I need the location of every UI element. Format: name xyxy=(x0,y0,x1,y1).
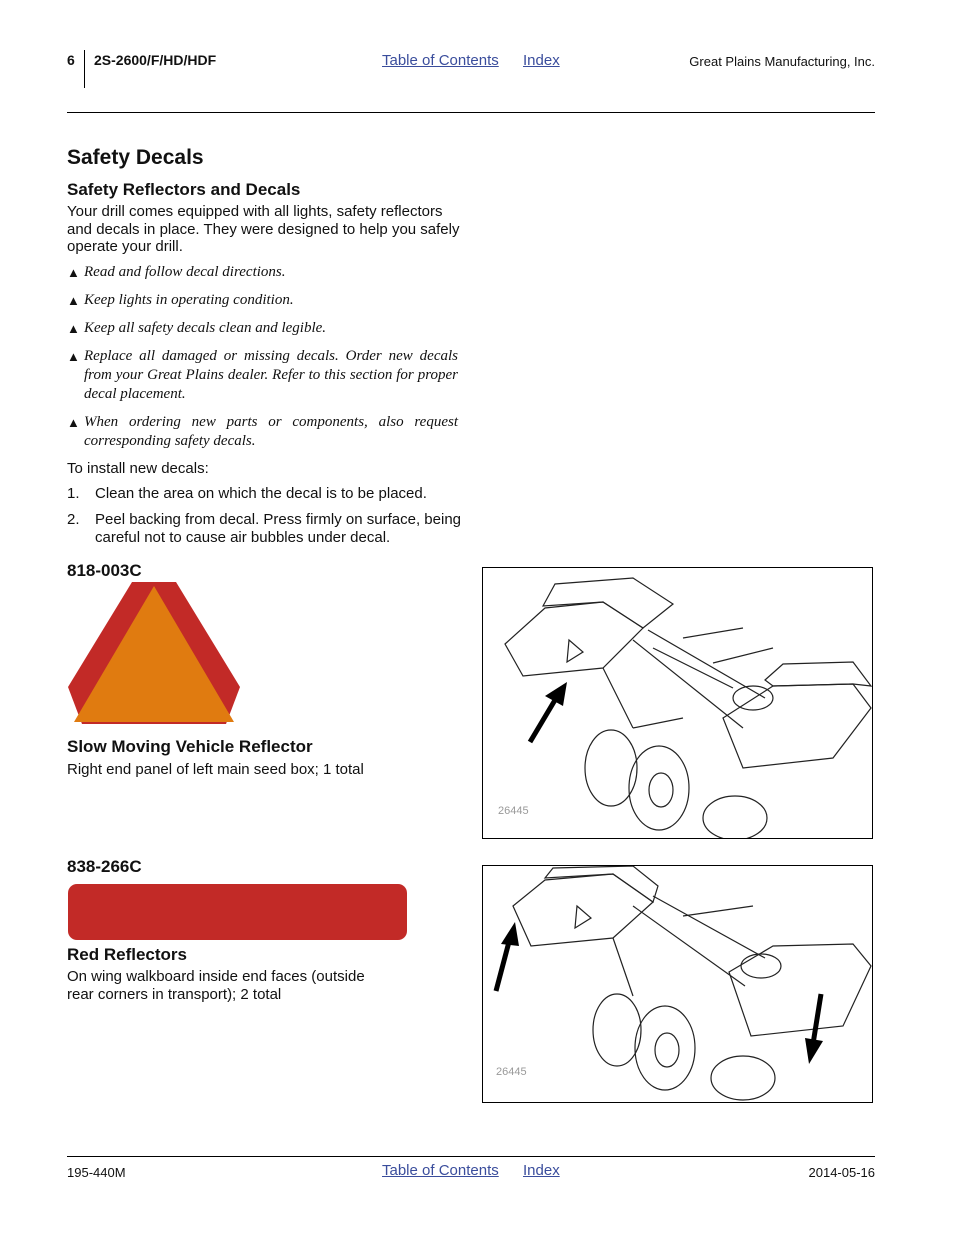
warning-triangle-icon: ▲ xyxy=(67,415,80,430)
decal-name: Red Reflectors xyxy=(67,945,187,964)
drill-illustration xyxy=(483,866,872,1102)
decal-description: On wing walkboard inside end faces (outside rear corners in transport); 2 total xyxy=(67,968,365,1003)
model-title: 2S-2600/F/HD/HDF xyxy=(94,52,217,68)
decal-part-number: 818-003C xyxy=(67,561,142,580)
figure-number: 26445 xyxy=(496,1066,527,1078)
header-rule xyxy=(67,112,875,113)
drill-illustration xyxy=(483,568,872,838)
warning-triangle-icon: ▲ xyxy=(67,293,80,308)
warning-triangle-icon: ▲ xyxy=(67,349,80,364)
figure-number: 26445 xyxy=(498,805,529,817)
toc-link-header[interactable]: Table of Contents xyxy=(382,52,499,69)
decal-part-number: 838-266C xyxy=(67,857,142,876)
bullet-item: ▲ When ordering new parts or components, also request corresponding safety decals. xyxy=(67,414,458,449)
decal-description: Right end panel of left main seed box; 1 total xyxy=(67,761,364,778)
index-link-header[interactable]: Index xyxy=(523,52,560,69)
red-reflector-swatch xyxy=(68,884,407,940)
section-subtitle: Safety Reflectors and Decals xyxy=(67,180,301,199)
bullet-item: ▲ Replace all damaged or missing decals. Order new decals from your Great Plains dealer. Refer to this section for proper decal placement. xyxy=(67,348,458,402)
intro-paragraph: Your drill comes equipped with all lights, safety reflectors and decals in place. They were designed to help you safely operate your drill. xyxy=(67,203,460,255)
bullet-item: ▲ Keep all safety decals clean and legible. xyxy=(67,320,327,336)
index-link-footer[interactable]: Index xyxy=(523,1162,560,1179)
company-name: Great Plains Manufacturing, Inc. xyxy=(689,54,875,69)
decal-name: Slow Moving Vehicle Reflector xyxy=(67,737,313,756)
slow-moving-vehicle-emblem xyxy=(66,580,242,726)
bullet-item: ▲ Keep lights in operating condition. xyxy=(67,292,294,308)
footer-rule xyxy=(67,1156,875,1157)
install-intro: To install new decals: xyxy=(67,460,209,477)
warning-triangle-icon: ▲ xyxy=(67,321,80,336)
install-step: 2. Peel backing from decal. Press firmly on surface, being careful not to cause air bubbles under decal. xyxy=(67,511,461,546)
toc-link-footer[interactable]: Table of Contents xyxy=(382,1162,499,1179)
section-title: Safety Decals xyxy=(67,146,204,169)
decal-location-figure xyxy=(482,865,873,1103)
install-step: 1. Clean the area on which the decal is to be placed. xyxy=(67,485,427,502)
warning-triangle-icon: ▲ xyxy=(67,265,80,280)
publication-date: 2014-05-16 xyxy=(808,1165,875,1180)
bullet-item: ▲ Read and follow decal directions. xyxy=(67,264,286,280)
decal-location-figure xyxy=(482,567,873,839)
header-divider xyxy=(84,50,85,88)
page-number: 6 xyxy=(67,52,75,68)
doc-number: 195-440M xyxy=(67,1165,126,1180)
